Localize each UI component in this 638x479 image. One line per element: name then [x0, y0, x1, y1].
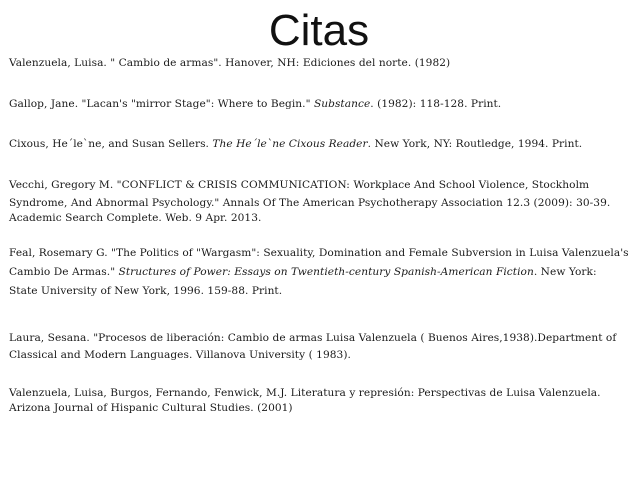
reference-text: Valenzuela, Luisa. " Cambio de armas". Hanover, NH: Ediciones del norte. (1982) [9, 57, 451, 69]
slide-title: Citas [268, 6, 370, 55]
reference-line [9, 194, 631, 212]
reference-title-italic: Substance [313, 98, 371, 110]
reference-line [9, 330, 631, 347]
reference-text: . New York: [533, 266, 597, 278]
reference-title-italic: Structures of Power: Essays on Twentieth-century Spanish-American Fiction [118, 266, 534, 278]
reference-text: Gallop, Jane. "Lacan's "mirror Stage": Where to Begin." [9, 98, 314, 110]
reference-text: Cixous, He´le`ne, and Susan Sellers. [9, 138, 213, 150]
reference-text: Syndrome, And Abnormal Psychology." Annals Of The American Psychotherapy Association 12.3 (2009): 30-39. [9, 197, 611, 209]
reference-text: . New York, NY: Routledge, 1994. Print. [367, 138, 583, 150]
reference-line [9, 401, 631, 416]
reference-line [9, 96, 631, 112]
reference-sesana [9, 330, 631, 364]
reference-text: Feal, Rosemary G. "The Politics of "Wargasm": Sexuality, Domination and Female Subversion in Luisa Valenzuela's [9, 247, 629, 259]
reference-feal [9, 244, 631, 301]
reference-gallop [9, 96, 631, 112]
reference-line [9, 386, 631, 401]
reference-text: Laura, Sesana. "Procesos de liberación: Cambio de armas Luisa Valenzuela ( Buenos Aires,1938).Department of [9, 332, 617, 344]
reference-text: Vecchi, Gregory M. "CONFLICT & CRISIS COMMUNICATION: Workplace And School Violence, Stockholm [9, 179, 590, 191]
reference-line [9, 55, 631, 71]
reference-title-italic: The He´le`ne Cixous Reader [212, 138, 368, 150]
reference-vecchi [9, 176, 631, 225]
reference-valenzuela-burgos-fenwick [9, 386, 631, 416]
reference-valenzuela-cambio-de-armas [9, 55, 631, 71]
reference-text: Classical and Modern Languages. Villanova University ( 1983). [9, 349, 351, 361]
reference-line [9, 347, 631, 364]
reference-line [9, 136, 631, 152]
reference-text: Valenzuela, Luisa, Burgos, Fernando, Fenwick, M.J. Literatura y represión: Perspectivas de Luisa Valenzuela. [9, 387, 601, 399]
reference-text: Academic Search Complete. Web. 9 Apr. 2013. [9, 212, 262, 224]
reference-line [9, 244, 631, 263]
reference-text: Cambio De Armas." [9, 266, 119, 278]
reference-text: . (1982): 118-128. Print. [370, 98, 502, 110]
reference-text: State University of New York, 1996. 159-88. Print. [9, 285, 283, 297]
reference-text: Arizona Journal of Hispanic Cultural Studies. (2001) [9, 402, 293, 414]
reference-line [9, 282, 631, 301]
reference-line [9, 263, 631, 282]
reference-line [9, 212, 631, 225]
reference-cixous [9, 136, 631, 152]
reference-line [9, 176, 631, 194]
